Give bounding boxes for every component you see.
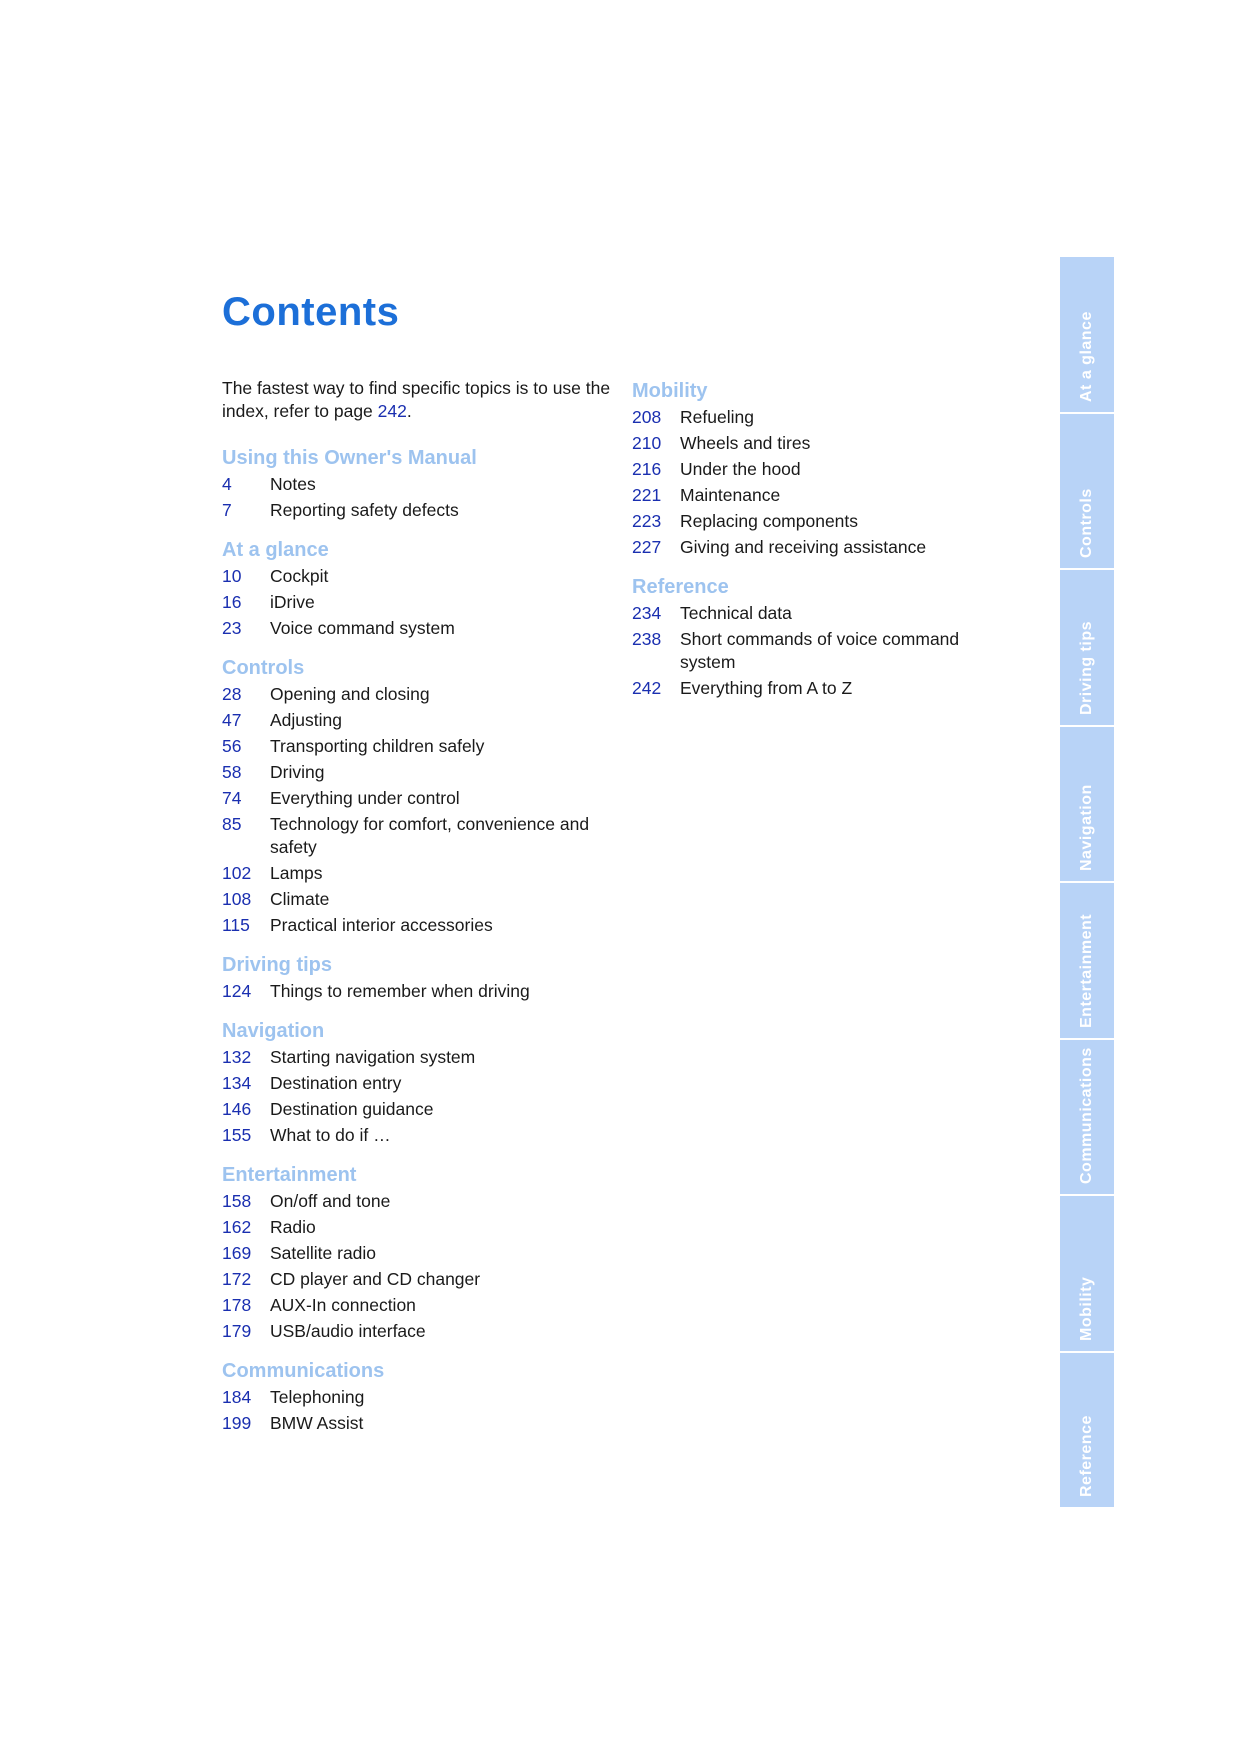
entry-title: Reporting safety defects — [270, 500, 459, 520]
entry-page-number[interactable]: 155 — [222, 1125, 252, 1145]
chapter-tab-communications[interactable] — [1060, 1040, 1114, 1197]
section-navigation — [222, 1018, 612, 1147]
section-mobility — [632, 378, 992, 559]
entry-page-number[interactable]: 221 — [632, 485, 662, 505]
entry-page-number[interactable]: 234 — [632, 603, 662, 623]
toc-entry[interactable] — [632, 432, 992, 455]
toc-entry[interactable] — [222, 1242, 612, 1265]
entry-page-number[interactable]: 108 — [222, 889, 252, 909]
section-using-this-owner-s-manual — [222, 445, 612, 522]
toc-entry[interactable] — [222, 1190, 612, 1213]
section-title: Using this Owner's Manual — [222, 447, 477, 469]
entry-title: Climate — [270, 889, 330, 909]
section-title: Mobility — [632, 380, 708, 402]
toc-entry[interactable] — [222, 683, 612, 706]
chapter-tab-driving-tips[interactable] — [1060, 570, 1114, 727]
toc-entry[interactable] — [222, 1412, 612, 1435]
entry-page-number[interactable]: 132 — [222, 1047, 252, 1067]
entry-title: Destination entry — [270, 1073, 402, 1093]
left-sections — [222, 445, 612, 1435]
chapter-tab-label: At a glance — [1078, 310, 1095, 402]
entry-page-number[interactable]: 102 — [222, 863, 252, 883]
chapter-tab-label: Navigation — [1078, 784, 1095, 871]
entry-title: CD player and CD changer — [270, 1269, 481, 1289]
entry-title: Things to remember when driving — [270, 981, 530, 1001]
toc-right-column — [632, 378, 992, 715]
entry-page-number[interactable]: 199 — [222, 1413, 252, 1433]
chapter-tab-label: Mobility — [1078, 1276, 1095, 1341]
entry-title: Under the hood — [680, 459, 801, 479]
entry-title: Lamps — [270, 863, 323, 883]
page-title: Contents — [222, 290, 400, 334]
toc-entry[interactable] — [632, 484, 992, 507]
section-reference — [632, 574, 992, 700]
toc-entry[interactable] — [632, 536, 992, 559]
section-title: Entertainment — [222, 1164, 357, 1186]
entry-title: AUX-In connection — [270, 1295, 416, 1315]
toc-entry[interactable] — [222, 1098, 612, 1121]
entry-page-number[interactable]: 134 — [222, 1073, 252, 1093]
intro-suffix: . — [406, 401, 412, 421]
entry-page-number[interactable]: 162 — [222, 1217, 252, 1237]
entry-title: Destination guidance — [270, 1099, 434, 1119]
entry-page-number[interactable]: 47 — [222, 710, 242, 730]
entry-page-number[interactable]: 178 — [222, 1295, 252, 1315]
toc-entry[interactable] — [222, 1268, 612, 1291]
entry-title: Cockpit — [270, 566, 329, 586]
toc-entry[interactable] — [222, 709, 612, 732]
entry-title: On/off and tone — [270, 1191, 391, 1211]
chapter-tab-at-a-glance[interactable] — [1060, 257, 1114, 414]
entry-page-number[interactable]: 58 — [222, 762, 242, 782]
chapter-tab-label: Entertainment — [1078, 913, 1095, 1028]
entry-page-number[interactable]: 242 — [632, 678, 662, 698]
entry-title: Voice command system — [270, 618, 455, 638]
entry-page-number[interactable]: 158 — [222, 1191, 252, 1211]
section-title: Controls — [222, 657, 305, 679]
chapter-tab-label: Driving tips — [1078, 620, 1095, 715]
entry-title: Adjusting — [270, 710, 342, 730]
entry-title: Starting navigation system — [270, 1047, 476, 1067]
entry-page-number[interactable]: 238 — [632, 629, 662, 649]
entry-title: iDrive — [270, 592, 315, 612]
right-sections — [632, 378, 992, 700]
entry-page-number[interactable]: 172 — [222, 1269, 252, 1289]
entry-title: Refueling — [680, 407, 754, 427]
chapter-tab-mobility[interactable] — [1060, 1196, 1114, 1353]
toc-entry[interactable] — [632, 458, 992, 481]
toc-entry[interactable] — [632, 602, 992, 625]
entry-page-number[interactable]: 216 — [632, 459, 662, 479]
toc-entry[interactable] — [632, 510, 992, 533]
entry-page-number[interactable]: 16 — [222, 592, 242, 612]
entry-page-number[interactable]: 210 — [632, 433, 662, 453]
entry-page-number[interactable]: 56 — [222, 736, 242, 756]
section-driving-tips — [222, 952, 612, 1003]
toc-entry[interactable] — [222, 980, 612, 1003]
toc-entry[interactable] — [222, 735, 612, 758]
chapter-tab-label: Reference — [1078, 1415, 1095, 1497]
toc-entry[interactable] — [222, 761, 612, 784]
entry-page-number[interactable]: 74 — [222, 788, 242, 808]
entry-page-number[interactable]: 7 — [222, 500, 232, 520]
entry-title: Maintenance — [680, 485, 781, 505]
chapter-tab-reference[interactable] — [1060, 1353, 1114, 1508]
entry-page-number[interactable]: 115 — [222, 915, 250, 935]
entry-page-number[interactable]: 146 — [222, 1099, 252, 1119]
toc-entry[interactable] — [222, 888, 612, 911]
intro-paragraph — [222, 377, 612, 423]
entry-title: Giving and receiving assistance — [680, 537, 927, 557]
toc-entry[interactable] — [222, 1124, 612, 1147]
toc-entry[interactable] — [222, 499, 612, 522]
chapter-tab-label: Communications — [1078, 1047, 1095, 1184]
entry-page-number[interactable]: 10 — [222, 566, 242, 586]
toc-entry[interactable] — [222, 473, 612, 496]
section-at-a-glance — [222, 537, 612, 640]
toc-entry[interactable] — [222, 565, 612, 588]
entry-title: Technical data — [680, 603, 792, 623]
entry-title: Practical interior accessories — [270, 915, 493, 935]
entry-page-number[interactable]: 208 — [632, 407, 662, 427]
section-controls — [222, 655, 612, 937]
chapter-tab-entertainment[interactable] — [1060, 883, 1114, 1040]
toc-entry[interactable] — [222, 787, 612, 810]
entry-title: BMW Assist — [270, 1413, 364, 1433]
entry-page-number[interactable]: 179 — [222, 1321, 252, 1341]
toc-entry[interactable] — [222, 1072, 612, 1095]
entry-title: Technology for comfort, convenience and safety — [270, 814, 590, 857]
chapter-tab-strip — [1060, 257, 1114, 1507]
section-title: Reference — [632, 576, 729, 598]
section-title: Navigation — [222, 1020, 325, 1042]
section-communications — [222, 1358, 612, 1435]
entry-title: Short commands of voice command system — [680, 629, 960, 672]
entry-page-number[interactable]: 184 — [222, 1387, 252, 1407]
toc-left-column — [222, 377, 612, 1450]
toc-entry[interactable] — [222, 1294, 612, 1317]
chapter-tab-navigation[interactable] — [1060, 727, 1114, 884]
toc-entry[interactable] — [222, 862, 612, 885]
intro-page-link[interactable]: 242 — [377, 401, 407, 421]
toc-entry[interactable] — [222, 1320, 612, 1343]
entry-page-number[interactable]: 4 — [222, 474, 232, 494]
toc-entry[interactable] — [222, 1216, 612, 1239]
entry-page-number[interactable]: 223 — [632, 511, 662, 531]
entry-page-number[interactable]: 227 — [632, 537, 662, 557]
entry-title: What to do if … — [270, 1125, 391, 1145]
entry-title: Wheels and tires — [680, 433, 811, 453]
entry-page-number[interactable]: 85 — [222, 814, 242, 834]
entry-title: Transporting children safely — [270, 736, 485, 756]
entry-title: USB/audio interface — [270, 1321, 426, 1341]
toc-entry[interactable] — [632, 628, 992, 674]
section-entertainment — [222, 1162, 612, 1343]
entry-title: Telephoning — [270, 1387, 365, 1407]
entry-page-number[interactable]: 28 — [222, 684, 242, 704]
section-title: At a glance — [222, 539, 329, 561]
entry-page-number[interactable]: 124 — [222, 981, 252, 1001]
entry-title: Everything under control — [270, 788, 460, 808]
entry-title: Everything from A to Z — [680, 678, 853, 698]
entry-page-number[interactable]: 23 — [222, 618, 242, 638]
chapter-tab-controls[interactable] — [1060, 414, 1114, 571]
entry-title: Notes — [270, 474, 316, 494]
toc-entry[interactable] — [222, 1386, 612, 1409]
entry-title: Radio — [270, 1217, 316, 1237]
toc-entry[interactable] — [222, 813, 612, 859]
intro-text: The fastest way to find specific topics is to use the index, refer to page — [222, 378, 611, 421]
toc-entry[interactable] — [632, 406, 992, 429]
chapter-tab-label: Controls — [1078, 488, 1095, 558]
entry-title: Opening and closing — [270, 684, 430, 704]
section-title: Driving tips — [222, 954, 333, 976]
toc-entry[interactable] — [222, 617, 612, 640]
toc-entry[interactable] — [632, 677, 992, 700]
toc-entry[interactable] — [222, 1046, 612, 1069]
section-title: Communications — [222, 1360, 385, 1382]
toc-entry[interactable] — [222, 914, 612, 937]
toc-entry[interactable] — [222, 591, 612, 614]
entry-page-number[interactable]: 169 — [222, 1243, 252, 1263]
entry-title: Replacing components — [680, 511, 859, 531]
entry-title: Driving — [270, 762, 325, 782]
entry-title: Satellite radio — [270, 1243, 377, 1263]
